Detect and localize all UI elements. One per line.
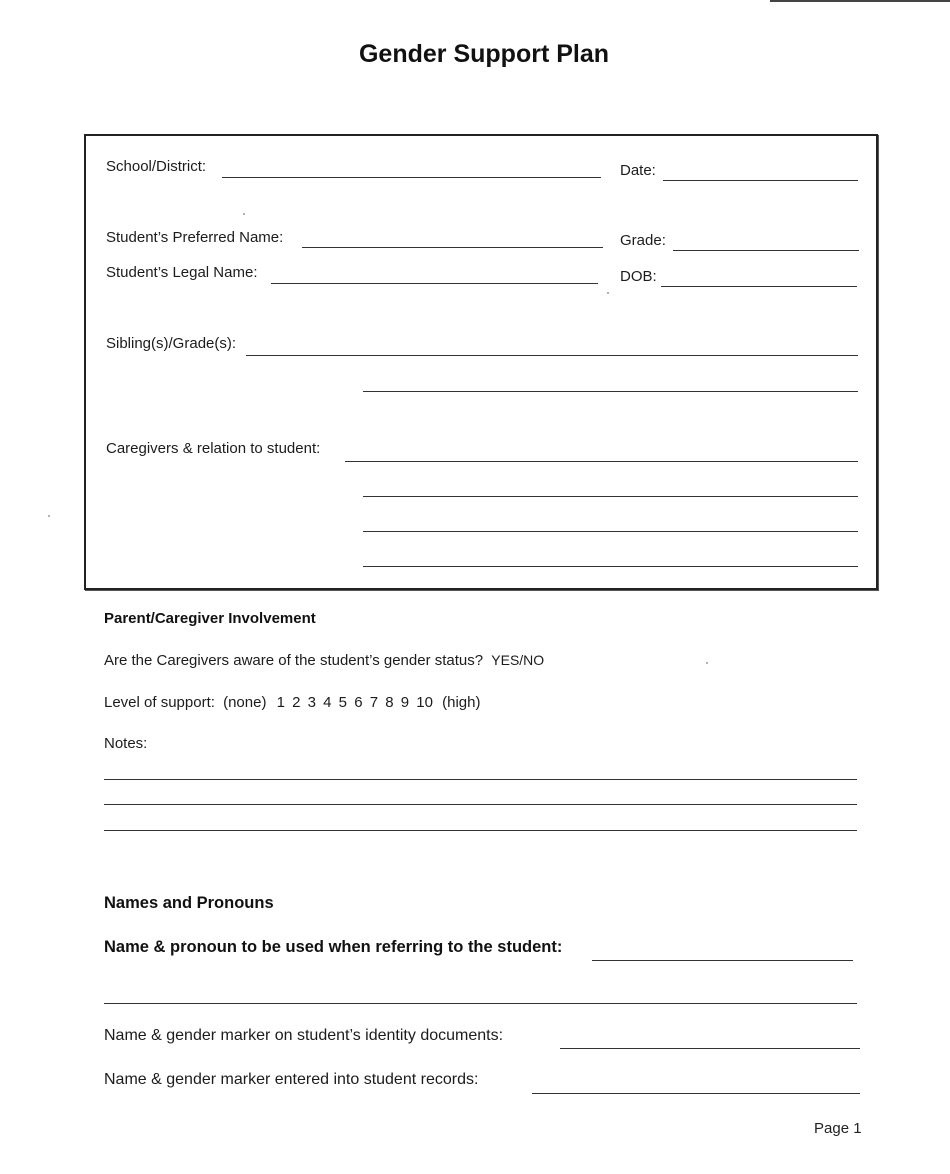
preferred-name-field[interactable] — [302, 247, 603, 248]
name-pronoun-field-line-2[interactable] — [104, 1003, 857, 1004]
aware-question: Are the Caregivers aware of the student’s gender status? — [104, 652, 484, 669]
notes-line-2[interactable] — [104, 804, 857, 805]
aware-options[interactable]: YES/NO — [491, 652, 545, 668]
support-scale-2[interactable]: 2 — [292, 694, 301, 711]
notes-line-3[interactable] — [104, 830, 857, 831]
names-pronouns-heading: Names and Pronouns — [104, 894, 274, 912]
legal-name-label: Student’s Legal Name: — [106, 264, 258, 281]
grade-label: Grade: — [620, 232, 666, 249]
support-label: Level of support: — [104, 694, 215, 711]
support-scale-6[interactable]: 6 — [354, 694, 363, 711]
caregivers-field-line-3[interactable] — [363, 531, 858, 532]
involvement-heading: Parent/Caregiver Involvement — [104, 610, 316, 627]
support-low-label: (none) — [223, 694, 267, 711]
identity-docs-field[interactable] — [560, 1048, 860, 1049]
grade-field[interactable] — [673, 250, 859, 251]
name-pronoun-label: Name & pronoun to be used when referring to the student: — [104, 938, 563, 956]
notes-label: Notes: — [104, 735, 148, 752]
scan-speck — [48, 515, 50, 517]
support-high-label: (high) — [442, 694, 481, 711]
support-scale-8[interactable]: 8 — [385, 694, 394, 711]
caregivers-field-line-2[interactable] — [363, 496, 858, 497]
support-scale — [277, 694, 441, 711]
name-pronoun-field-line-1[interactable] — [592, 960, 853, 961]
preferred-name-label: Student’s Preferred Name: — [106, 229, 284, 246]
scan-speck — [243, 213, 245, 215]
siblings-label: Sibling(s)/Grade(s): — [106, 335, 237, 352]
identity-docs-label: Name & gender marker on student’s identity documents: — [104, 1027, 504, 1044]
support-scale-4[interactable]: 4 — [323, 694, 332, 711]
support-level-row — [104, 694, 480, 711]
support-scale-3[interactable]: 3 — [307, 694, 316, 711]
support-scale-1[interactable]: 1 — [276, 694, 285, 711]
notes-line-1[interactable] — [104, 779, 857, 780]
caregivers-field-line-1[interactable] — [345, 461, 858, 462]
date-label: Date: — [620, 162, 656, 179]
page-number: Page 1 — [814, 1120, 862, 1137]
dob-label: DOB: — [620, 268, 657, 285]
support-scale-7[interactable]: 7 — [369, 694, 379, 711]
scan-edge-line — [770, 0, 950, 2]
records-field[interactable] — [532, 1093, 860, 1094]
scan-speck — [607, 292, 609, 294]
school-district-field[interactable] — [222, 177, 601, 178]
siblings-field-line-1[interactable] — [246, 355, 858, 356]
school-district-label: School/District: — [106, 158, 207, 175]
aware-question-row — [104, 652, 544, 669]
caregivers-label: Caregivers & relation to student: — [106, 440, 321, 457]
records-label: Name & gender marker entered into student records: — [104, 1071, 479, 1088]
support-scale-10[interactable]: 10 — [416, 694, 433, 711]
page-title: Gender Support Plan — [358, 40, 610, 68]
date-field[interactable] — [663, 180, 858, 181]
support-scale-9[interactable]: 9 — [400, 694, 410, 711]
student-info-box — [84, 134, 878, 590]
siblings-field-line-2[interactable] — [363, 391, 858, 392]
dob-field[interactable] — [661, 286, 857, 287]
legal-name-field[interactable] — [271, 283, 598, 284]
scan-speck — [706, 662, 708, 664]
support-scale-5[interactable]: 5 — [338, 694, 348, 711]
caregivers-field-line-4[interactable] — [363, 566, 858, 567]
